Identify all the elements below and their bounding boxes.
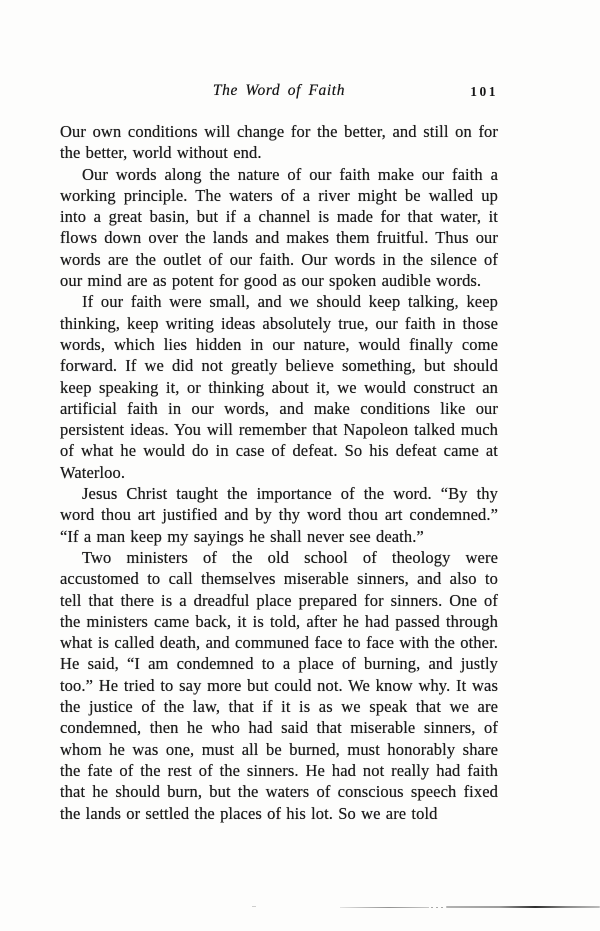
page-number: 101 — [470, 84, 498, 99]
paragraph: Our words along the nature of our faith make our faith a working principle. The waters of a river might be walled up into a great basin, but if a channel is made for that water, it flows down over the lands and makes them fruitful. Thus our words are the outlet of our faith. Our words in the silence of our mind are as potent for good as our spoken audible words. — [60, 164, 498, 291]
scan-artifact-dashes — [431, 907, 444, 908]
paragraph: If our faith were small, and we should keep talking, keep thinking, keep writing ideas absolutely true, our faith in those words, which lies hidden in our nature, would finally come forward. If we did not greatly believe something, but should keep speaking it, or thinking about it, we would construct an artificial faith in our words, and make conditions like our persistent ideas. You will remember that Napoleon talked much of what he would do in case of defeat. So his defeat came at Waterloo. — [60, 292, 498, 482]
scan-artifact-line — [340, 907, 429, 908]
running-title: The Word of Faith — [212, 82, 346, 99]
paragraph: Our own conditions will change for the better, and still on for the better, world without end. — [60, 122, 498, 163]
paragraph: Two ministers of the old school of theology were accustomed to call themselves miserable sinners, and also to tell that there is a dreadful place prepared for sinners. One of the ministers came back, it is told, after he had passed through what is called death, and communed face to face with the other. He said, “I am condemned to a place of burning, and justly too.” He tried to say more but could not. We know why. It was the justice of the law, that if it is as we speak that we are condemned, then he who had said that miserable sinners, of whom he was one, must all be burned, must honorably share the fate of the rest of the sinners. He had not really had faith that he should burn, but the waters of conscious speech fixed the lands or settled the places of his lot. So we are told — [60, 547, 498, 823]
paragraph: Jesus Christ taught the importance of the word. “By thy word thou art justified and by thy word thou art condemned.” “If a man keep my sayings he shall never see death.” — [60, 484, 498, 546]
scan-artifact-dot — [252, 906, 256, 907]
scan-artifact-line — [446, 906, 600, 908]
page-text — [60, 121, 498, 824]
